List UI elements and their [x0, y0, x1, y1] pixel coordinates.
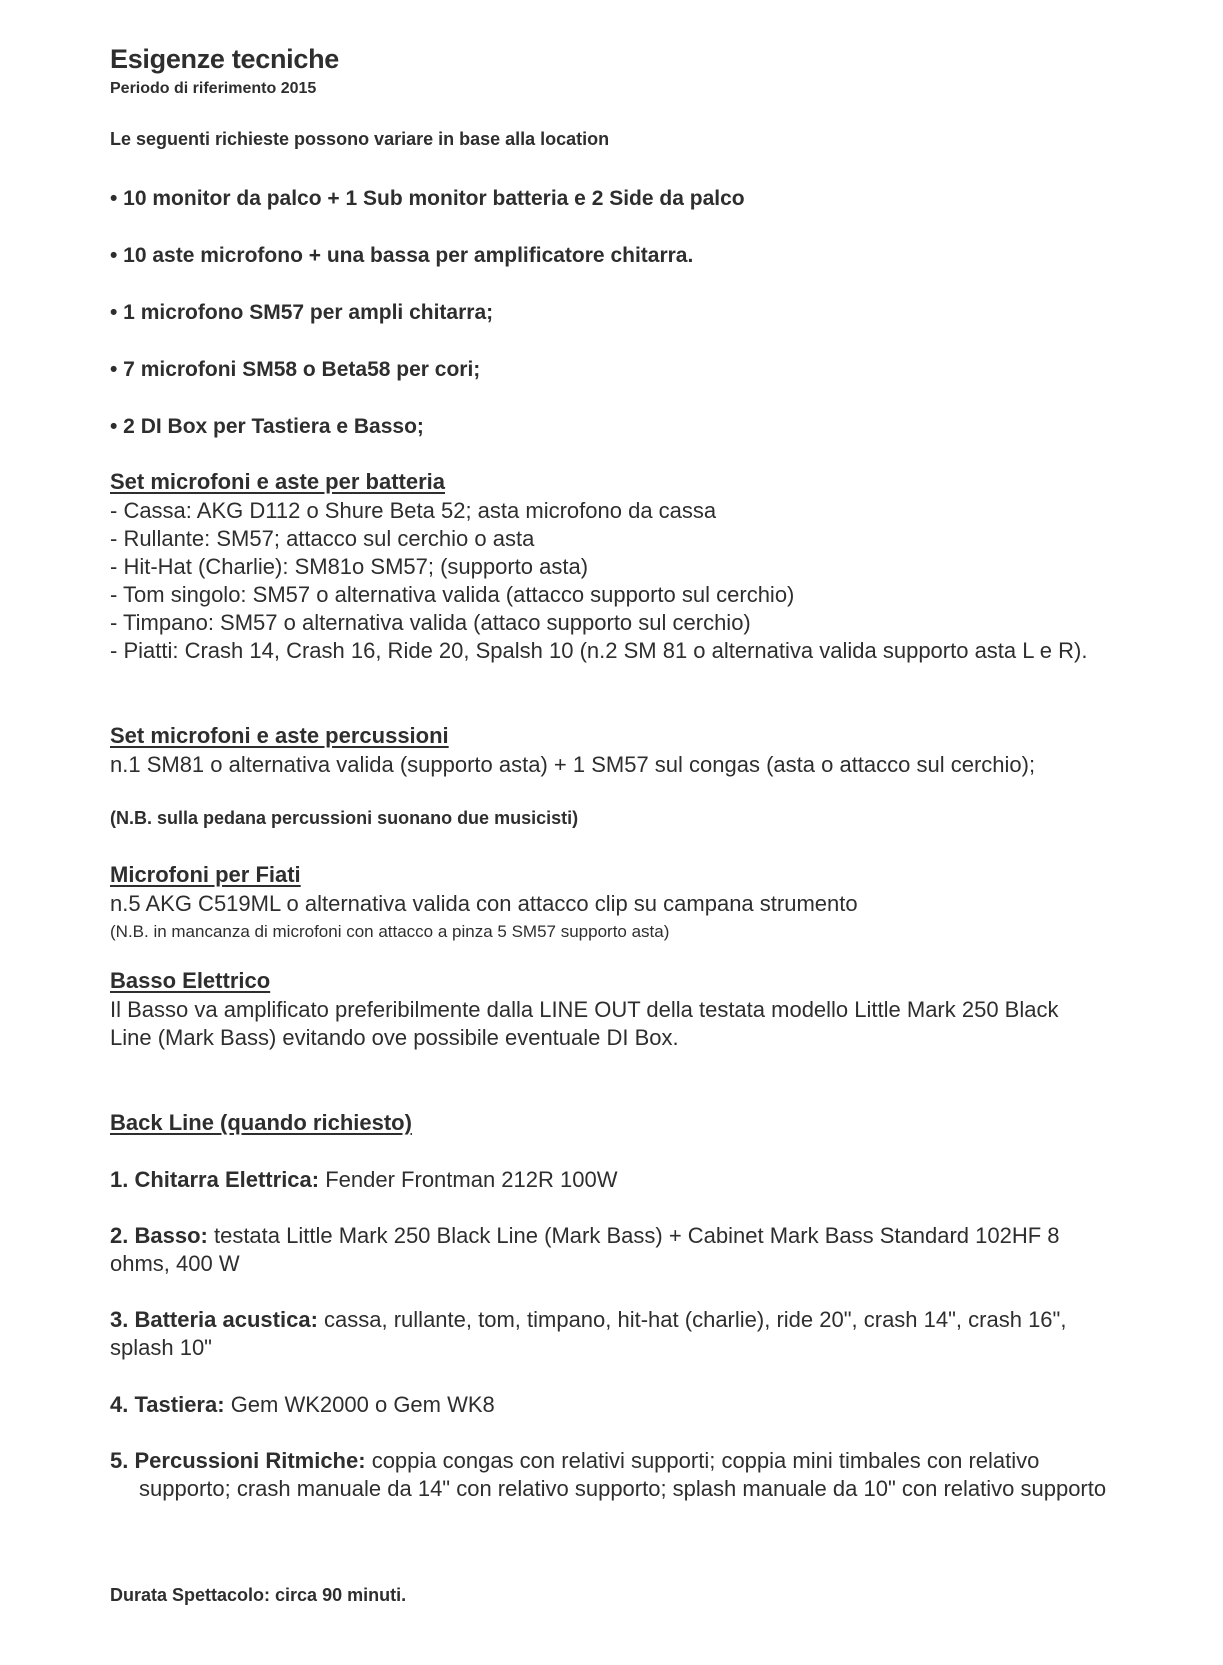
- percussion-note: (N.B. sulla pedana percussioni suonano due musicisti): [110, 808, 579, 828]
- drums-line: - Cassa: AKG D112 o Shure Beta 52; asta microfono da cassa: [110, 498, 717, 523]
- backline-item-label: Batteria acustica:: [134, 1307, 318, 1332]
- drums-line: - Hit-Hat (Charlie): SM81o SM57; (supporto asta): [110, 554, 589, 579]
- backline-item-text: Gem WK2000 o Gem WK8: [230, 1392, 495, 1417]
- percussion-heading: Set microfoni e aste percussioni: [110, 723, 449, 748]
- drums-line: - Tom singolo: SM57 o alternativa valida (attacco supporto sul cerchio): [110, 582, 795, 607]
- show-duration: Durata Spettacolo: circa 90 minuti.: [110, 1585, 407, 1605]
- backline-item-text: cassa, rullante, tom, timpano, hit-hat (charlie), ride 20", crash 14", crash 16", splash 10": [110, 1307, 1067, 1360]
- backline-item: [110, 1222, 1095, 1278]
- backline-item-label: Basso:: [134, 1223, 208, 1248]
- percussion-text: n.1 SM81 o alternativa valida (supporto asta) + 1 SM57 sul congas (asta o attacco sul cerchio);: [110, 752, 1036, 777]
- requirement-item: • 2 DI Box per Tastiera e Basso;: [110, 415, 424, 438]
- drums-line: - Timpano: SM57 o alternativa valida (attaco supporto sul cerchio): [110, 610, 751, 635]
- backline-item-label: Tastiera:: [134, 1392, 225, 1417]
- backline-item-label: Chitarra Elettrica:: [134, 1167, 320, 1192]
- backline-item-number: 2.: [110, 1223, 129, 1248]
- drums-line: - Rullante: SM57; attacco sul cerchio o asta: [110, 526, 535, 551]
- bass-text: Il Basso va amplificato preferibilmente dalla LINE OUT della testata modello Little Mark 250 Black Line (Mark Bass) evitando ove possibile eventuale DI Box.: [110, 997, 1059, 1050]
- backline-item-text: coppia congas con relativi supporti; coppia mini timbales con relativo supporto; crash manuale da 14" con relativo supporto; splash manuale da 10" con relativo supporto: [139, 1448, 1107, 1501]
- backline-item: [110, 1447, 1124, 1503]
- backline-item: [110, 1306, 1095, 1362]
- horns-note: (N.B. in mancanza di microfoni con attacco a pinza 5 SM57 supporto asta): [110, 922, 670, 941]
- requirement-item: • 10 aste microfono + una bassa per amplificatore chitarra.: [110, 244, 694, 267]
- backline-item: [110, 1166, 1095, 1194]
- backline-item-number: 1.: [110, 1167, 129, 1192]
- requirement-item: • 10 monitor da palco + 1 Sub monitor batteria e 2 Side da palco: [110, 187, 745, 210]
- page-subtitle: Periodo di riferimento 2015: [110, 80, 317, 97]
- page-title: Esigenze tecniche: [110, 44, 339, 74]
- intro-text: Le seguenti richieste possono variare in base alla location: [110, 129, 610, 149]
- backline-item-number: 5.: [110, 1448, 129, 1473]
- backline-item-number: 3.: [110, 1307, 129, 1332]
- horns-heading: Microfoni per Fiati: [110, 862, 301, 887]
- backline-heading: Back Line (quando richiesto): [110, 1110, 412, 1135]
- drums-heading: Set microfoni e aste per batteria: [110, 469, 445, 494]
- backline-item-text: Fender Frontman 212R 100W: [325, 1167, 618, 1192]
- requirement-item: • 7 microfoni SM58 o Beta58 per cori;: [110, 358, 481, 381]
- backline-item-text: testata Little Mark 250 Black Line (Mark Bass) + Cabinet Mark Bass Standard 102HF 8 ohms, 400 W: [110, 1223, 1060, 1276]
- backline-item-label: Percussioni Ritmiche:: [134, 1448, 366, 1473]
- backline-item-number: 4.: [110, 1392, 129, 1417]
- horns-text: n.5 AKG C519ML o alternativa valida con attacco clip su campana strumento: [110, 891, 858, 916]
- requirement-item: • 1 microfono SM57 per ampli chitarra;: [110, 301, 494, 324]
- backline-item: [110, 1391, 1095, 1419]
- drums-line: - Piatti: Crash 14, Crash 16, Ride 20, Spalsh 10 (n.2 SM 81 o alternativa valida supporto asta L e R).: [110, 638, 1088, 663]
- bass-heading: Basso Elettrico: [110, 968, 271, 993]
